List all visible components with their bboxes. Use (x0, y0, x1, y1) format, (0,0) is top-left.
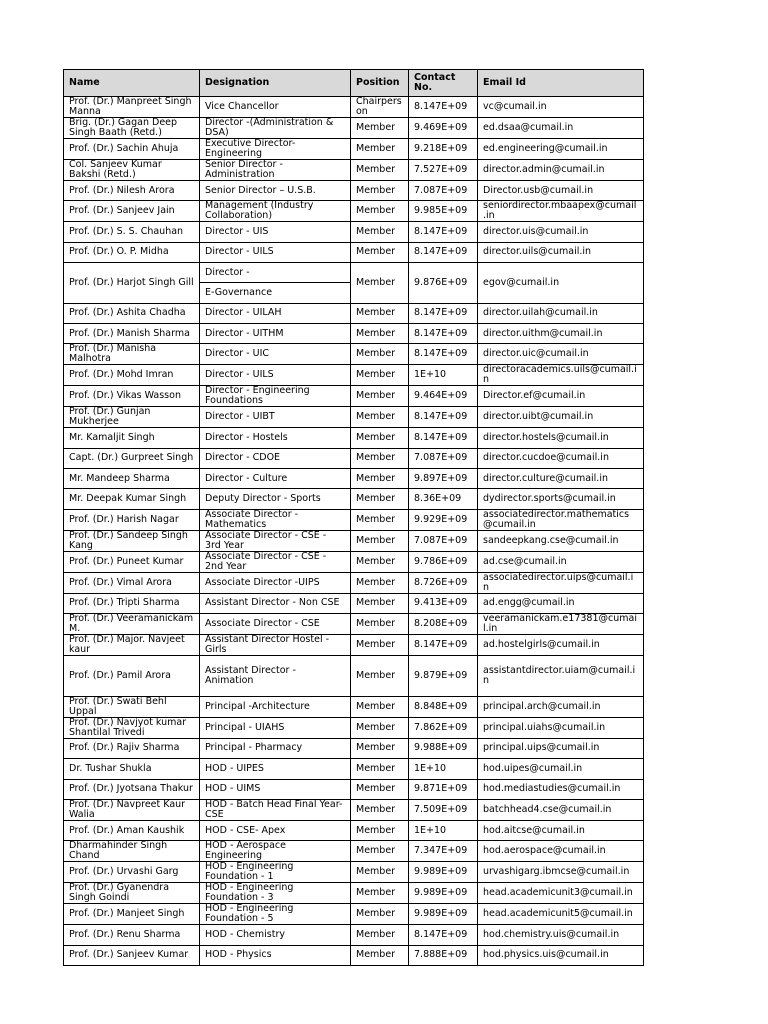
cell-position: Member (351, 841, 409, 862)
cell-email: Director.ef@cumail.in (478, 386, 644, 407)
table-row (64, 799, 644, 820)
cell-email: director.culture@cumail.in (478, 469, 644, 489)
table-row (64, 717, 644, 738)
cell-designation: HOD - CSE- Apex (200, 820, 351, 840)
cell-email: egov@cumail.in (478, 263, 644, 304)
cell-contact: 7.087E+09 (409, 530, 478, 551)
cell-designation-line2: E-Governance (200, 283, 351, 303)
cell-designation: Director - UIBT (200, 407, 351, 428)
cell-designation: HOD - UIMS (200, 779, 351, 799)
table-row (64, 160, 644, 181)
cell-designation: Director - UIS (200, 222, 351, 242)
cell-email: principal.uips@cumail.in (478, 738, 644, 758)
cell-position: Member (351, 551, 409, 572)
cell-position: Member (351, 242, 409, 262)
cell-contact: 9.786E+09 (409, 551, 478, 572)
cell-contact: 8.147E+09 (409, 635, 478, 656)
table-row (64, 883, 644, 904)
table-row (64, 181, 644, 201)
cell-name: Prof. (Dr.) Navjyot kumar Shantilal Trivedi (64, 717, 200, 738)
cell-name: Mr. Deepak Kumar Singh (64, 489, 200, 509)
cell-designation: Director - UILS (200, 365, 351, 386)
cell-name: Prof. (Dr.) Major. Navjeet kaur (64, 635, 200, 656)
cell-name: Mr. Mandeep Sharma (64, 469, 200, 489)
staff-table (63, 69, 644, 966)
cell-email: hod.physics.uis@cumail.in (478, 945, 644, 965)
table-row (64, 469, 644, 489)
cell-name: Prof. (Dr.) Sanjeev Kumar (64, 945, 200, 965)
cell-designation: Principal - UIAHS (200, 717, 351, 738)
cell-email: ed.dsaa@cumail.in (478, 118, 644, 139)
cell-name: Prof. (Dr.) Renu Sharma (64, 925, 200, 945)
table-row (64, 904, 644, 925)
cell-designation: HOD - Aerospace Engineering (200, 841, 351, 862)
cell-designation: Director - (200, 263, 351, 283)
cell-contact: 7.087E+09 (409, 448, 478, 468)
cell-contact: 9.871E+09 (409, 779, 478, 799)
table-row (64, 530, 644, 551)
table-row (64, 139, 644, 160)
cell-position: Member (351, 139, 409, 160)
cell-designation: Director -(Administration & DSA) (200, 118, 351, 139)
table-row (64, 428, 644, 448)
cell-position: Member (351, 717, 409, 738)
table-row (64, 614, 644, 635)
cell-name: Prof. (Dr.) Harish Nagar (64, 509, 200, 530)
cell-position: Member (351, 324, 409, 344)
table-row (64, 656, 644, 697)
cell-designation: HOD - Chemistry (200, 925, 351, 945)
cell-email: hod.mediastudies@cumail.in (478, 779, 644, 799)
cell-position: Member (351, 614, 409, 635)
table-row (64, 222, 644, 242)
cell-name: Prof. (Dr.) Aman Kaushik (64, 820, 200, 840)
cell-position: Member (351, 759, 409, 779)
cell-contact: 9.469E+09 (409, 118, 478, 139)
cell-contact: 1E+10 (409, 365, 478, 386)
table-row (64, 593, 644, 613)
cell-name: Prof. (Dr.) Rajiv Sharma (64, 738, 200, 758)
cell-name: Prof. (Dr.) Jyotsana Thakur (64, 779, 200, 799)
cell-position: Member (351, 160, 409, 181)
cell-contact: 1E+10 (409, 759, 478, 779)
cell-contact: 8.147E+09 (409, 222, 478, 242)
cell-name: Prof. (Dr.) Swati Behl Uppal (64, 696, 200, 717)
table-row (64, 324, 644, 344)
cell-designation: Associate Director - CSE - 2nd Year (200, 551, 351, 572)
cell-designation: Director - UILAH (200, 303, 351, 323)
cell-designation: HOD - Engineering Foundation - 3 (200, 883, 351, 904)
cell-position: Member (351, 904, 409, 925)
cell-name: Brig. (Dr.) Gagan Deep Singh Baath (Retd.) (64, 118, 200, 139)
cell-contact: 9.988E+09 (409, 738, 478, 758)
cell-email: ad.engg@cumail.in (478, 593, 644, 613)
cell-contact: 9.876E+09 (409, 263, 478, 304)
table-row (64, 738, 644, 758)
cell-position: Member (351, 635, 409, 656)
cell-contact: 9.929E+09 (409, 509, 478, 530)
cell-name: Prof. (Dr.) Nilesh Arora (64, 181, 200, 201)
cell-position: Member (351, 799, 409, 820)
header-email: Email Id (478, 70, 644, 97)
cell-position: Member (351, 945, 409, 965)
cell-position: Member (351, 303, 409, 323)
cell-designation: Associate Director -UIPS (200, 572, 351, 593)
cell-contact: 8.147E+09 (409, 324, 478, 344)
cell-email: director.cucdoe@cumail.in (478, 448, 644, 468)
cell-name: Prof. (Dr.) Vikas Wasson (64, 386, 200, 407)
table-row (64, 365, 644, 386)
cell-contact: 9.989E+09 (409, 883, 478, 904)
header-position: Position (351, 70, 409, 97)
table-row (64, 344, 644, 365)
cell-designation: Assistant Director - Animation (200, 656, 351, 697)
cell-email: ed.engineering@cumail.in (478, 139, 644, 160)
cell-designation: HOD - Engineering Foundation - 5 (200, 904, 351, 925)
cell-position: Member (351, 469, 409, 489)
cell-position: Member (351, 738, 409, 758)
cell-email: hod.chemistry.uis@cumail.in (478, 925, 644, 945)
table-row (64, 696, 644, 717)
cell-email: urvashigarg.ibmcse@cumail.in (478, 862, 644, 883)
table-row (64, 489, 644, 509)
cell-email: directoracademics.uils@cumail.in (478, 365, 644, 386)
cell-email: vc@cumail.in (478, 97, 644, 118)
cell-position: Member (351, 820, 409, 840)
cell-designation: Management (Industry Collaboration) (200, 201, 351, 222)
cell-contact: 7.862E+09 (409, 717, 478, 738)
cell-position: Member (351, 925, 409, 945)
cell-designation: Director - UILS (200, 242, 351, 262)
cell-position: Member (351, 428, 409, 448)
cell-position: Member (351, 593, 409, 613)
table-row (64, 862, 644, 883)
cell-position: Member (351, 572, 409, 593)
cell-name: Prof. (Dr.) Harjot Singh Gill (64, 263, 200, 304)
cell-contact: 9.413E+09 (409, 593, 478, 613)
cell-designation: Associate Director - Mathematics (200, 509, 351, 530)
cell-email: director.uis@cumail.in (478, 222, 644, 242)
cell-name: Prof. (Dr.) Mohd Imran (64, 365, 200, 386)
cell-contact: 8.147E+09 (409, 428, 478, 448)
cell-email: head.academicunit5@cumail.in (478, 904, 644, 925)
cell-designation: HOD - UIPES (200, 759, 351, 779)
cell-position: Member (351, 656, 409, 697)
cell-name: Prof. (Dr.) Puneet Kumar (64, 551, 200, 572)
cell-position: Member (351, 779, 409, 799)
cell-contact: 7.888E+09 (409, 945, 478, 965)
cell-name: Prof. (Dr.) Manisha Malhotra (64, 344, 200, 365)
cell-designation: Principal -Architecture (200, 696, 351, 717)
cell-designation: Deputy Director - Sports (200, 489, 351, 509)
table-row (64, 841, 644, 862)
cell-contact: 7.509E+09 (409, 799, 478, 820)
cell-designation: Executive Director-Engineering (200, 139, 351, 160)
cell-name: Prof. (Dr.) Manjeet Singh (64, 904, 200, 925)
cell-email: hod.aerospace@cumail.in (478, 841, 644, 862)
cell-designation: Director - Hostels (200, 428, 351, 448)
header-designation: Designation (200, 70, 351, 97)
cell-contact: 8.147E+09 (409, 344, 478, 365)
table-row (64, 263, 644, 283)
cell-email: director.uithm@cumail.in (478, 324, 644, 344)
cell-email: director.hostels@cumail.in (478, 428, 644, 448)
cell-name: Capt. (Dr.) Gurpreet Singh (64, 448, 200, 468)
table-body (64, 97, 644, 966)
cell-email: seniordirector.mbaapex@cumail.in (478, 201, 644, 222)
cell-contact: 8.147E+09 (409, 407, 478, 428)
cell-email: hod.aitcse@cumail.in (478, 820, 644, 840)
table-row (64, 779, 644, 799)
cell-contact: 9.218E+09 (409, 139, 478, 160)
table-header (64, 70, 644, 97)
table-row (64, 242, 644, 262)
cell-designation: Associate Director - CSE (200, 614, 351, 635)
cell-email: sandeepkang.cse@cumail.in (478, 530, 644, 551)
cell-position: Member (351, 407, 409, 428)
cell-name: Dharmahinder Singh Chand (64, 841, 200, 862)
cell-email: dydirector.sports@cumail.in (478, 489, 644, 509)
cell-email: head.academicunit3@cumail.in (478, 883, 644, 904)
cell-name: Col. Sanjeev Kumar Bakshi (Retd.) (64, 160, 200, 181)
header-contact: Contact No. (409, 70, 478, 97)
cell-email: assistantdirector.uiam@cumail.in (478, 656, 644, 697)
cell-position: Member (351, 696, 409, 717)
table-row (64, 572, 644, 593)
cell-position: Member (351, 530, 409, 551)
cell-designation: Assistant Director Hostel - Girls (200, 635, 351, 656)
cell-email: associatedirector.mathematics@cumail.in (478, 509, 644, 530)
cell-email: director.uilah@cumail.in (478, 303, 644, 323)
cell-email: principal.uiahs@cumail.in (478, 717, 644, 738)
cell-designation: HOD - Batch Head Final Year-CSE (200, 799, 351, 820)
cell-email: director.uic@cumail.in (478, 344, 644, 365)
cell-position: Member (351, 201, 409, 222)
cell-designation: Director - Engineering Foundations (200, 386, 351, 407)
cell-name: Prof. (Dr.) Vimal Arora (64, 572, 200, 593)
cell-contact: 8.848E+09 (409, 696, 478, 717)
cell-position: Member (351, 509, 409, 530)
cell-designation: Director - Culture (200, 469, 351, 489)
cell-email: hod.uipes@cumail.in (478, 759, 644, 779)
cell-contact: 9.879E+09 (409, 656, 478, 697)
cell-email: ad.hostelgirls@cumail.in (478, 635, 644, 656)
cell-contact: 8.726E+09 (409, 572, 478, 593)
cell-email: ad.cse@cumail.in (478, 551, 644, 572)
table-row (64, 925, 644, 945)
cell-email: batchhead4.cse@cumail.in (478, 799, 644, 820)
cell-contact: 8.208E+09 (409, 614, 478, 635)
cell-name: Prof. (Dr.) O. P. Midha (64, 242, 200, 262)
cell-contact: 9.989E+09 (409, 862, 478, 883)
table-row (64, 407, 644, 428)
header-row (64, 70, 644, 97)
cell-contact: 9.985E+09 (409, 201, 478, 222)
cell-designation: Associate Director - CSE - 3rd Year (200, 530, 351, 551)
table-row (64, 303, 644, 323)
cell-designation: Senior Director - Administration (200, 160, 351, 181)
table-row (64, 97, 644, 118)
cell-designation: Vice Chancellor (200, 97, 351, 118)
cell-contact: 8.147E+09 (409, 925, 478, 945)
cell-position: Member (351, 489, 409, 509)
cell-name: Prof. (Dr.) Veeramanickam M. (64, 614, 200, 635)
cell-name: Prof. (Dr.) Gunjan Mukherjee (64, 407, 200, 428)
table-row (64, 509, 644, 530)
table-row (64, 386, 644, 407)
table-row (64, 635, 644, 656)
cell-email: principal.arch@cumail.in (478, 696, 644, 717)
cell-position: Chairperson (351, 97, 409, 118)
cell-position: Member (351, 181, 409, 201)
cell-designation: Director - UIC (200, 344, 351, 365)
cell-designation: Assistant Director - Non CSE (200, 593, 351, 613)
cell-contact: 8.147E+09 (409, 242, 478, 262)
cell-position: Member (351, 263, 409, 304)
cell-name: Prof. (Dr.) Manpreet Singh Manna (64, 97, 200, 118)
cell-name: Mr. Kamaljit Singh (64, 428, 200, 448)
cell-contact: 9.464E+09 (409, 386, 478, 407)
cell-contact: 7.087E+09 (409, 181, 478, 201)
cell-name: Prof. (Dr.) Tripti Sharma (64, 593, 200, 613)
cell-contact: 7.347E+09 (409, 841, 478, 862)
cell-email: director.admin@cumail.in (478, 160, 644, 181)
cell-name: Prof. (Dr.) Ashita Chadha (64, 303, 200, 323)
cell-position: Member (351, 118, 409, 139)
cell-contact: 8.147E+09 (409, 303, 478, 323)
cell-name: Prof. (Dr.) Sanjeev Jain (64, 201, 200, 222)
cell-email: veeramanickam.e17381@cumail.in (478, 614, 644, 635)
cell-position: Member (351, 883, 409, 904)
cell-name: Prof. (Dr.) Urvashi Garg (64, 862, 200, 883)
cell-name: Prof. (Dr.) Sachin Ahuja (64, 139, 200, 160)
cell-contact: 7.527E+09 (409, 160, 478, 181)
cell-position: Member (351, 448, 409, 468)
cell-email: Director.usb@cumail.in (478, 181, 644, 201)
cell-name: Prof. (Dr.) Manish Sharma (64, 324, 200, 344)
cell-position: Member (351, 862, 409, 883)
cell-position: Member (351, 365, 409, 386)
cell-name: Prof. (Dr.) Gyanendra Singh Goindi (64, 883, 200, 904)
table-row (64, 551, 644, 572)
cell-name: Dr. Tushar Shukla (64, 759, 200, 779)
table-row (64, 448, 644, 468)
cell-designation: HOD - Engineering Foundation - 1 (200, 862, 351, 883)
table-row (64, 759, 644, 779)
cell-position: Member (351, 386, 409, 407)
cell-designation: Senior Director – U.S.B. (200, 181, 351, 201)
table-row (64, 820, 644, 840)
cell-position: Member (351, 344, 409, 365)
cell-contact: 9.989E+09 (409, 904, 478, 925)
cell-designation: Director - UITHM (200, 324, 351, 344)
table-row (64, 118, 644, 139)
cell-designation: HOD - Physics (200, 945, 351, 965)
cell-name: Prof. (Dr.) Sandeep Singh Kang (64, 530, 200, 551)
table-row (64, 201, 644, 222)
cell-email: director.uils@cumail.in (478, 242, 644, 262)
table-row (64, 945, 644, 965)
cell-contact: 8.147E+09 (409, 97, 478, 118)
cell-email: director.uibt@cumail.in (478, 407, 644, 428)
cell-email: associatedirector.uips@cumail.in (478, 572, 644, 593)
cell-designation: Director - CDOE (200, 448, 351, 468)
cell-contact: 1E+10 (409, 820, 478, 840)
cell-name: Prof. (Dr.) S. S. Chauhan (64, 222, 200, 242)
cell-position: Member (351, 222, 409, 242)
header-name: Name (64, 70, 200, 97)
cell-name: Prof. (Dr.) Navpreet Kaur Walia (64, 799, 200, 820)
cell-name: Prof. (Dr.) Pamil Arora (64, 656, 200, 697)
cell-contact: 9.897E+09 (409, 469, 478, 489)
cell-contact: 8.36E+09 (409, 489, 478, 509)
cell-designation: Principal - Pharmacy (200, 738, 351, 758)
